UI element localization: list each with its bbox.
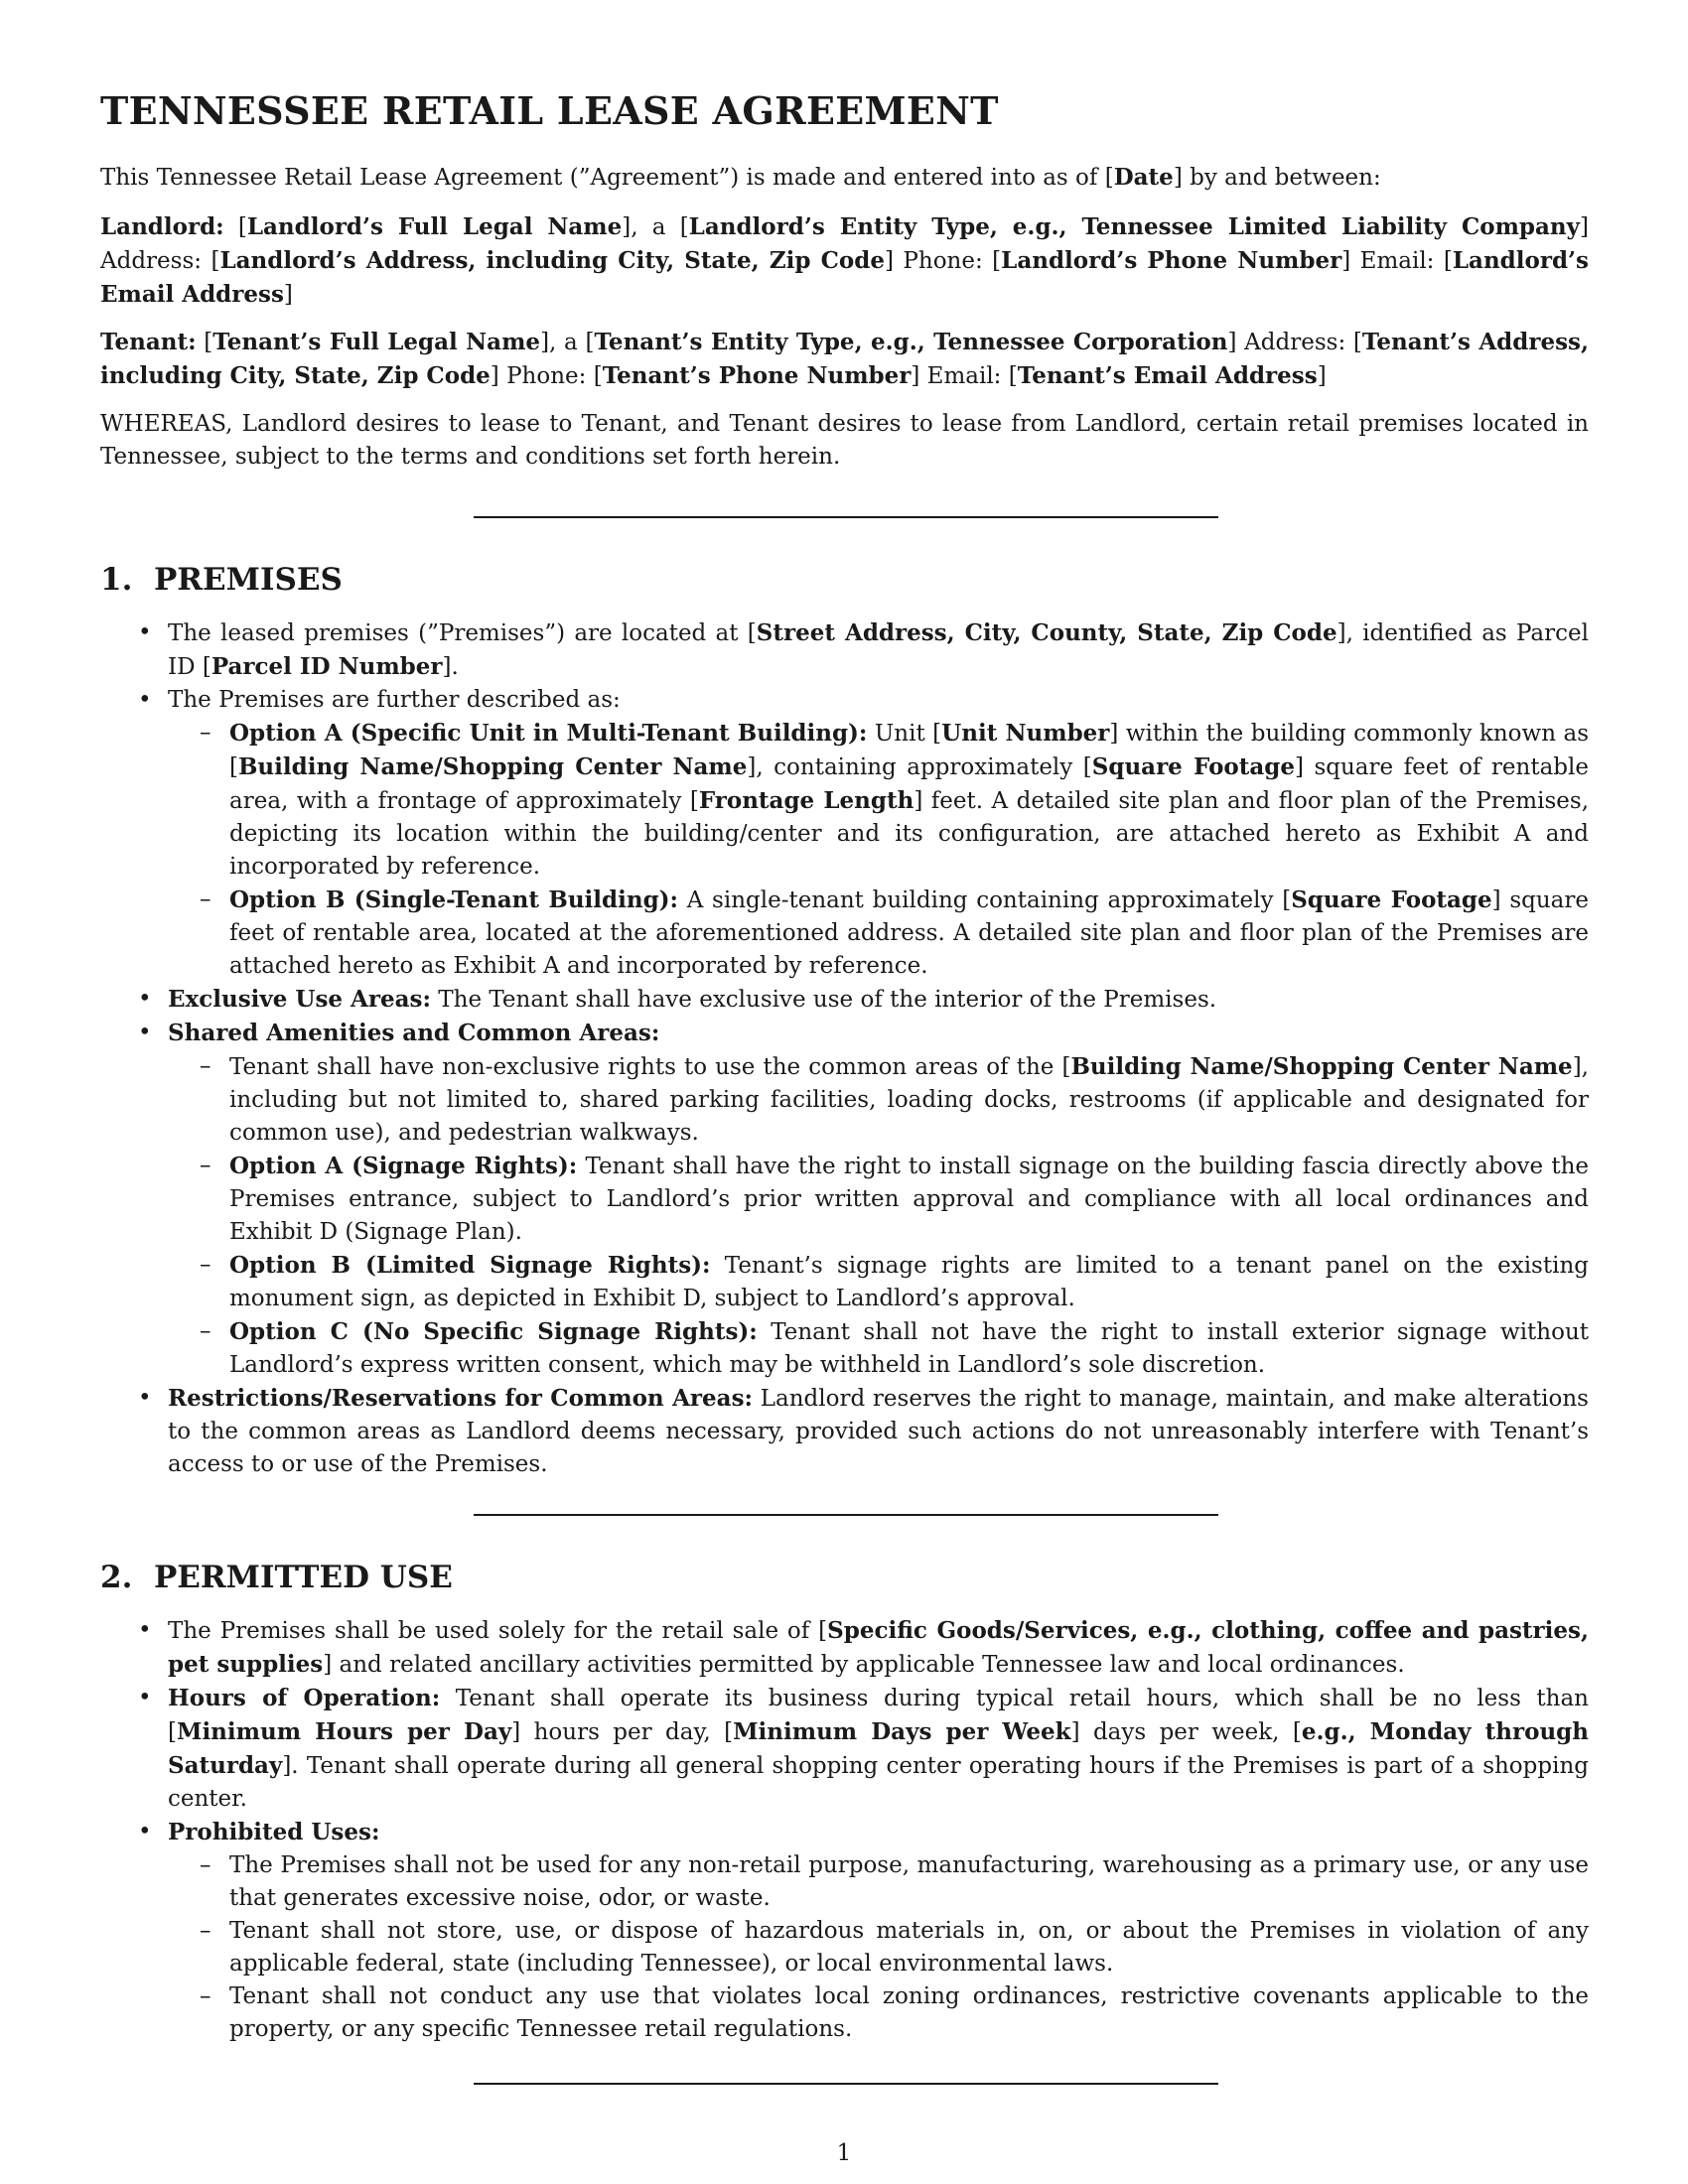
dash: – bbox=[200, 1983, 211, 2009]
list-item: • Shared Amenities and Common Areas: – Tenant shall have non-exclusive rights to use the common areas of the [Building Name/Shopping Center Name], including but not limited to, shared parking facilities, loading docks, restrooms (if applicable and designated for common use), and pedestrian walkways. – Option A (Signage Rights): Tenant shall have the right to install signage on the building fascia directly above the Premises entrance, subject to Landlord’s prior written approval and compliance with all local ordinances and Exhibit D (Signage Plan). – Option B (Limited Signage Rights): Tenant’s signage rights are limited to a tenant panel on the existing monument sign, as depicted in Exhibit D, subject to Landlord’s approval. – Option C (No Specific Signage Rights): Tenant shall not have the right to install exterior signage without Landlord’s express written consent, which may be withheld in Landlord’s sole discretion. bbox=[100, 1017, 1589, 1382]
premises-list bbox=[100, 616, 1589, 1481]
list-item: – The Premises shall not be used for any non-retail purpose, manufacturing, warehousing as a primary use, or any use that generates excessive noise, odor, or waste. bbox=[168, 1849, 1589, 1915]
whereas-paragraph: WHEREAS, Landlord desires to lease to Tenant, and Tenant desires to lease from Landlord, certain retail premises located in Tennessee, subject to the terms and conditions set forth herein. bbox=[100, 411, 1589, 470]
dash: – bbox=[200, 1153, 211, 1178]
bullet: • bbox=[138, 619, 152, 645]
date-placeholder: Date bbox=[1113, 164, 1174, 191]
list-item: – Option A (Signage Rights): Tenant shall have the right to install signage on the building fascia directly above the Premises entrance, subject to Landlord’s prior written approval and compliance with all local ordinances and Exhibit D (Signage Plan). bbox=[168, 1150, 1589, 1249]
list-item: • Prohibited Uses: – The Premises shall not be used for any non-retail purpose, manufacturing, warehousing as a primary use, or any use that generates excessive noise, odor, or waste. – Tenant shall not store, use, or dispose of hazardous materials in, on, or about the Premises in violation of any applicable federal, state (including Tennessee), or local environmental laws. – Tenant shall not conduct any use that violates local zoning ordinances, restrictive covenants applicable to the property, or any specific Tennessee retail regulations. bbox=[100, 1816, 1589, 2046]
common-areas-list bbox=[168, 1050, 1589, 1382]
bullet: • bbox=[138, 1020, 152, 1045]
list-item: – Option A (Specific Unit in Multi-Tenant Building): Unit [Unit Number] within the building commonly known as [Building Name/Shopping Center Name], containing approximately [Square Footage] square feet of rentable area, with a frontage of approximately [Frontage Length] feet. A detailed site plan and floor plan of the Premises, depicting its location within the building/center and its configuration, are attached hereto as Exhibit A and incorporated by reference. bbox=[168, 717, 1589, 884]
document-title: TENNESSEE RETAIL LEASE AGREEMENT bbox=[100, 88, 999, 133]
list-item: • The leased premises (”Premises”) are located at [Street Address, City, County, State, Zip Code], identified as Parcel ID [Parcel ID Number]. bbox=[100, 616, 1589, 684]
dash: – bbox=[200, 1053, 211, 1079]
dash: – bbox=[200, 1918, 211, 1944]
list-item: • Hours of Operation: Tenant shall operate its business during typical retail hours, which shall be no less than [Minimum Hours per Day] hours per day, [Minimum Days per Week] days per week, [e.g., Monday through Saturday]. Tenant shall operate during all general shopping center operating hours if the Premises is part of a shopping center. bbox=[100, 1682, 1589, 1816]
permitted-use-list bbox=[100, 1614, 1589, 2046]
list-item: • Restrictions/Reservations for Common Areas: Landlord reserves the right to manage, maintain, and make alterations to the common areas as Landlord deems necessary, provided such actions do not unreasonably interfere with Tenant’s access to or use of the Premises. bbox=[100, 1382, 1589, 1481]
list-item: • Exclusive Use Areas: The Tenant shall have exclusive use of the interior of the Premises. bbox=[100, 983, 1589, 1017]
dash: – bbox=[200, 1252, 211, 1278]
landlord-label: Landlord: bbox=[100, 213, 224, 240]
list-item: – Option B (Limited Signage Rights): Tenant’s signage rights are limited to a tenant panel on the existing monument sign, as depicted in Exhibit D, subject to Landlord’s approval. bbox=[168, 1249, 1589, 1315]
bullet: • bbox=[138, 1685, 152, 1710]
tenant-paragraph: Tenant: [Tenant’s Full Legal Name], a [Tenant’s Entity Type, e.g., Tennessee Corporation] Address: [Tenant’s Address, including City, State, Zip Code] Phone: [Tenant’s Phone Number] Email: [Tenant’s Email Address] bbox=[100, 329, 1589, 389]
dash: – bbox=[200, 720, 211, 746]
dash: – bbox=[200, 887, 211, 912]
prohibited-uses-list bbox=[168, 1849, 1589, 2046]
section-divider bbox=[474, 1514, 1218, 1516]
list-item: • The Premises shall be used solely for the retail sale of [Specific Goods/Services, e.g., clothing, coffee and pastries, pet supplies] and related ancillary activities permitted by applicable Tennessee law and local ordinances. bbox=[100, 1614, 1589, 1682]
bullet: • bbox=[138, 1617, 152, 1643]
section-heading-premises: 1. PREMISES bbox=[100, 562, 343, 598]
section-divider bbox=[474, 516, 1218, 518]
tenant-label: Tenant: bbox=[100, 329, 197, 355]
bullet: • bbox=[138, 986, 152, 1012]
bullet: • bbox=[138, 1385, 152, 1411]
list-item: – Option B (Single-Tenant Building): A single-tenant building containing approximately [Square Footage] square feet of rentable area, located at the aforementioned address. A detailed site plan and floor plan of the Premises are attached hereto as Exhibit A and incorporated by reference. bbox=[168, 884, 1589, 983]
landlord-paragraph: Landlord: [Landlord’s Full Legal Name], a [Landlord’s Entity Type, e.g., Tennessee Limited Liability Company] Address: [Landlord’s Address, including City, State, Zip Code] Phone: [Landlord’s Phone Number] Email: [Landlord’s Email Address] bbox=[100, 213, 1589, 308]
list-item: – Tenant shall not store, use, or dispose of hazardous materials in, on, or about the Premises in violation of any applicable federal, state (including Tennessee), or local environmental laws. bbox=[168, 1915, 1589, 1980]
intro-paragraph: This Tennessee Retail Lease Agreement (”Agreement”) is made and entered into as of [Date] by and between: bbox=[100, 164, 1381, 191]
list-item: – Tenant shall have non-exclusive rights to use the common areas of the [Building Name/Shopping Center Name], including but not limited to, shared parking facilities, loading docks, restrooms (if applicable and designated for common use), and pedestrian walkways. bbox=[168, 1050, 1589, 1150]
dash: – bbox=[200, 1318, 211, 1344]
page-number: 1 bbox=[836, 2140, 852, 2166]
bullet: • bbox=[138, 687, 152, 713]
list-item: • The Premises are further described as: – Option A (Specific Unit in Multi-Tenant Building): Unit [Unit Number] within the building commonly known as [Building Name/Shopping Center Name], containing approximately [Square Footage] square feet of rentable area, with a frontage of approximately [Frontage Length] feet. A detailed site plan and floor plan of the Premises, depicting its location within the building/center and its configuration, are attached hereto as Exhibit A and incorporated by reference. – Option B (Single-Tenant Building): A single-tenant building containing approximately [Square Footage] square feet of rentable area, located at the aforementioned address. A detailed site plan and floor plan of the Premises are attached hereto as Exhibit A and incorporated by reference. bbox=[100, 684, 1589, 983]
section-divider bbox=[474, 2083, 1218, 2085]
list-item: – Option C (No Specific Signage Rights): Tenant shall not have the right to install exterior signage without Landlord’s express written consent, which may be withheld in Landlord’s sole discretion. bbox=[168, 1315, 1589, 1382]
section-heading-permitted-use: 2. PERMITTED USE bbox=[100, 1560, 453, 1595]
premises-options-list bbox=[168, 717, 1589, 983]
dash: – bbox=[200, 1852, 211, 1878]
bullet: • bbox=[138, 1819, 152, 1844]
list-item: – Tenant shall not conduct any use that violates local zoning ordinances, restrictive covenants applicable to the property, or any specific Tennessee retail regulations. bbox=[168, 1980, 1589, 2046]
